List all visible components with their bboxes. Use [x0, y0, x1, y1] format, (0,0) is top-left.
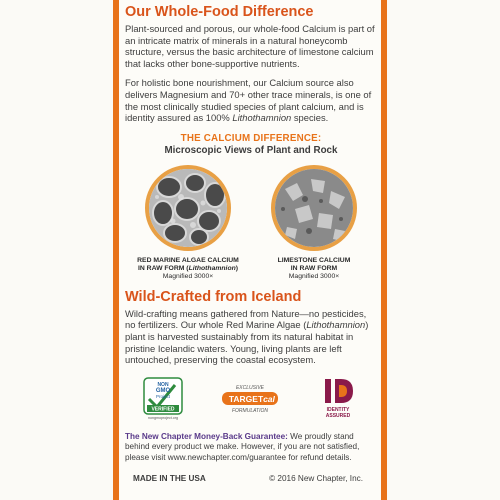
wild-crafted-paragraph: Wild-crafting means gathered from Nature—no pesticides, no fertilizers. Our whole Red Marine Algae (Lithothamnion) plant is harvested sustainably from its natural habitat in pristine Icelandic waters. Young, living plants are left untouched, preserving the coastal ecosystem. [125, 307, 369, 366]
plant-calcium-view [128, 165, 248, 281]
made-in-usa: MADE IN THE USA [133, 473, 206, 483]
label-panel [119, 0, 381, 500]
limestone-caption: LIMESTONE CALCIUM IN RAW FORM Magnified 3000× [277, 256, 351, 280]
svg-text:nongmoproject.org: nongmoproject.org [147, 415, 178, 420]
svg-text:Project: Project [155, 393, 170, 399]
svg-text:NON: NON [157, 381, 169, 388]
svg-text:ASSURED: ASSURED [326, 412, 351, 419]
footer [125, 474, 377, 483]
calcium-difference-title: THE CALCIUM DIFFERENCE: [180, 132, 322, 144]
non-gmo-verified-logo [143, 377, 183, 421]
svg-text:cal: cal [263, 393, 275, 404]
limestone-micrograph-image [271, 165, 357, 251]
svg-text:EXCLUSIVE: EXCLUSIVE [235, 384, 265, 391]
svg-text:IDENTITY: IDENTITY [326, 406, 350, 413]
copyright: © 2016 New Chapter, Inc. [269, 473, 363, 483]
certification-logos [125, 376, 377, 422]
targetcal-formulation-logo [218, 382, 282, 416]
microscope-views [125, 165, 377, 281]
right-orange-border [381, 0, 387, 500]
identity-assured-logo [317, 377, 359, 421]
svg-text:GMO: GMO [155, 387, 170, 394]
whole-food-paragraph-2: For holistic bone nourishment, our Calcium source also delivers Magnesium and 70+ other trace minerals, is one of the most clinically studied species of plant calcium, and is identity assured as 100% Lithothamnion species. [125, 77, 372, 124]
wild-crafted-heading: Wild-Crafted from Iceland [125, 288, 302, 305]
money-back-guarantee: The New Chapter Money-Back Guarantee: We proudly stand behind every product we make. However, if you are not satisfied, please visit www.newchapter.com/guarantee for refund details. [125, 431, 360, 462]
whole-food-heading: Our Whole-Food Difference [125, 4, 314, 20]
svg-text:TARGET: TARGET [228, 393, 264, 404]
svg-text:VERIFIED: VERIFIED [151, 406, 175, 413]
calcium-difference-subtitle: Microscopic Views of Plant and Rock [164, 144, 338, 156]
whole-food-paragraph-1: Plant-sourced and porous, our whole-food Calcium is part of an intricate matrix of minerals in a natural honeycomb structure, versus the basic architecture of limestone calcium that lacks other bone-supportive nutrients. [125, 23, 375, 69]
rock-calcium-view [254, 165, 374, 281]
svg-text:FORMULATION: FORMULATION [231, 407, 268, 414]
algae-caption: RED MARINE ALGAE CALCIUM IN RAW FORM (Lithothamnion) Magnified 3000× [137, 256, 239, 280]
algae-micrograph-image [145, 165, 231, 251]
